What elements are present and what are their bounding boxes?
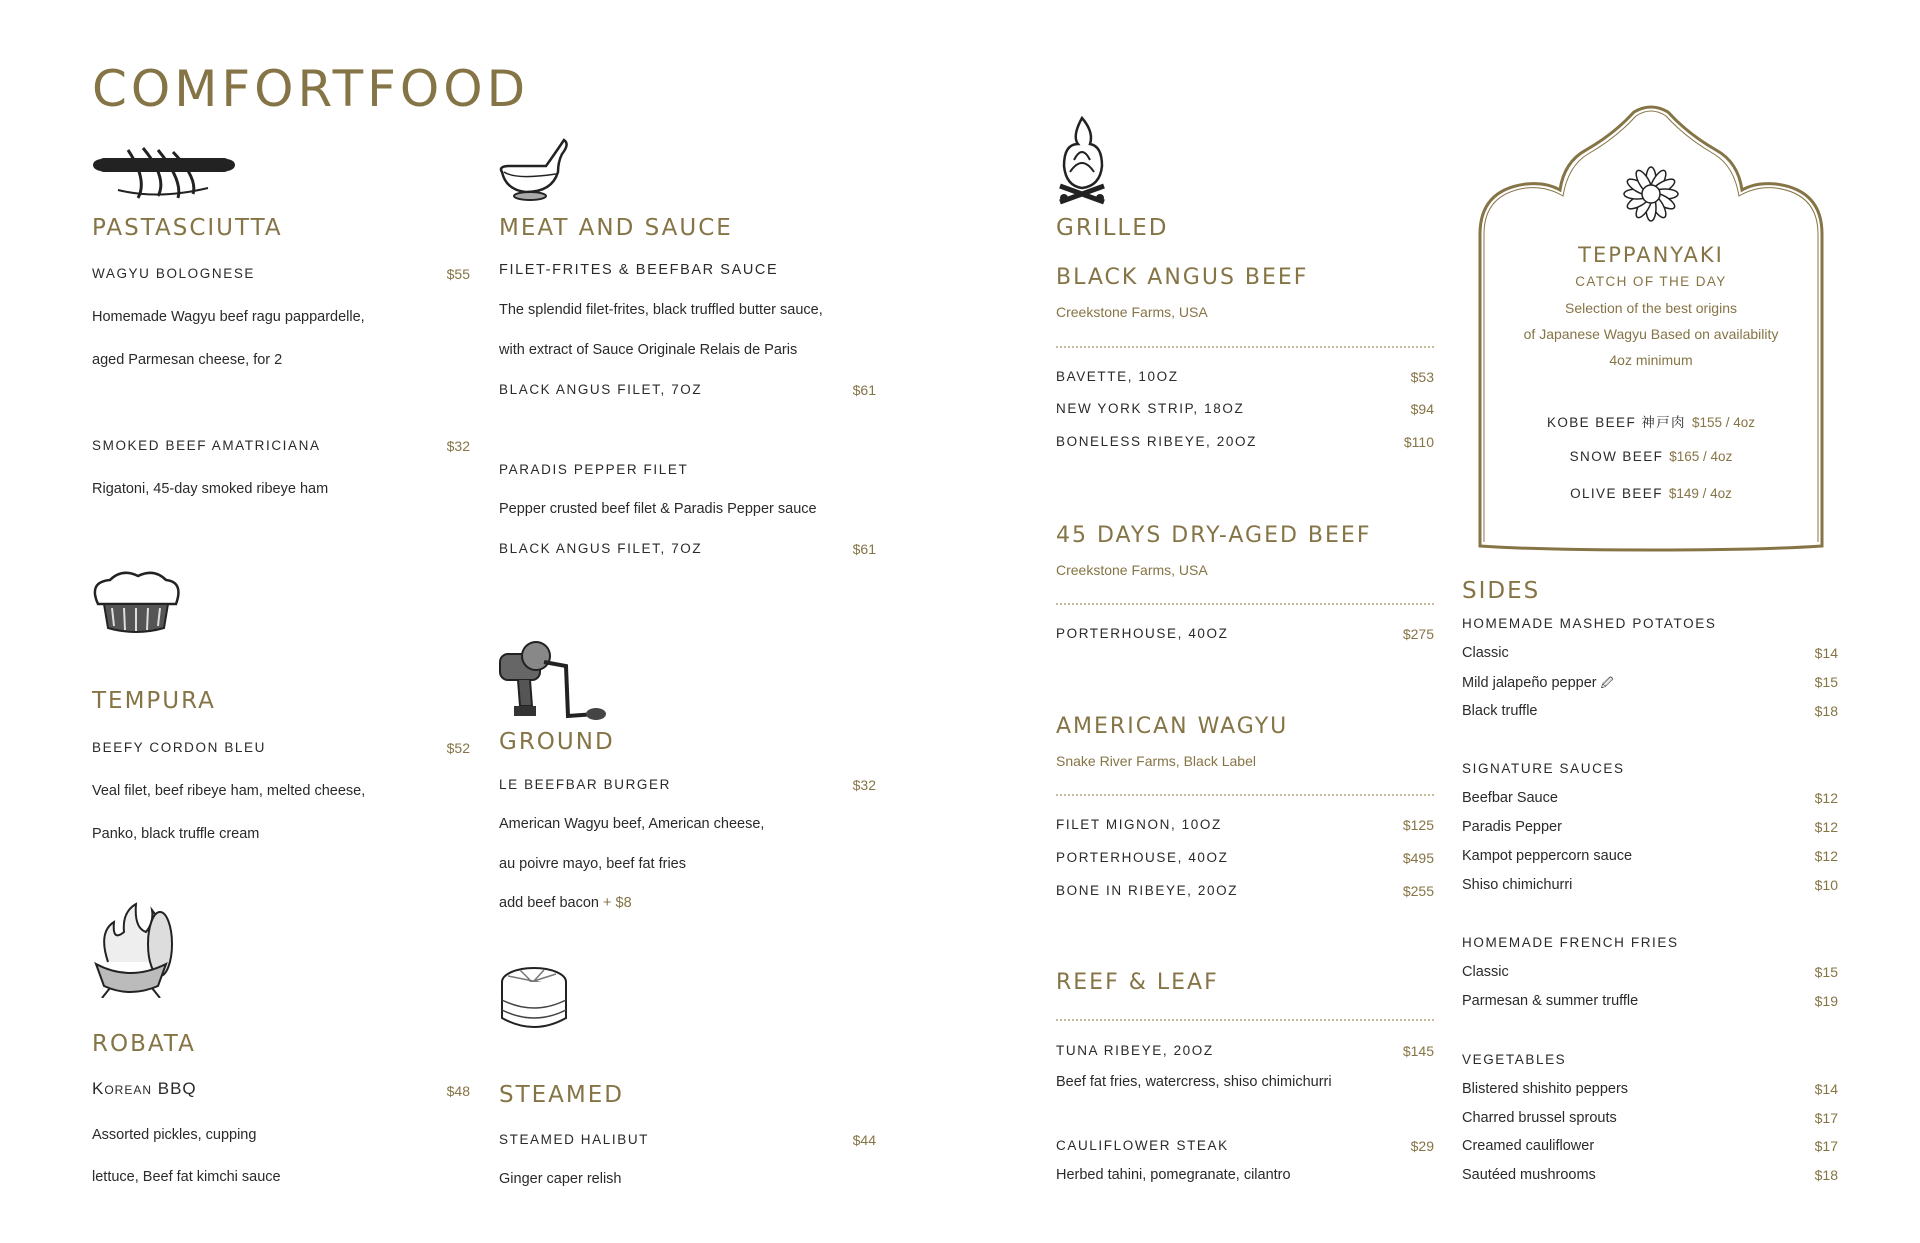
teppanyaki-item-name: OLIVE BEEF bbox=[1570, 486, 1663, 501]
menu-item-desc: Ginger caper relish bbox=[499, 1171, 622, 1187]
menu-item-price: $32 bbox=[446, 438, 470, 454]
menu-item-name: PORTERHOUSE, 40OZ bbox=[1056, 850, 1229, 865]
side-item-price: $12 bbox=[1814, 790, 1838, 806]
teppanyaki-item-price: $155 / 4oz bbox=[1691, 415, 1756, 430]
menu-item-price: $44 bbox=[852, 1132, 876, 1148]
menu-item-addon bbox=[499, 895, 632, 911]
pasta-roller-icon bbox=[88, 140, 240, 202]
menu-item-desc: The splendid filet-frites, black truffled butter sauce, bbox=[499, 302, 823, 318]
meat-heading: MEAT AND SAUCE bbox=[499, 215, 733, 241]
menu-item-price: $125 bbox=[1402, 817, 1434, 833]
side-item-price: $18 bbox=[1814, 1167, 1838, 1183]
side-item-name: Charred brussel sprouts bbox=[1462, 1110, 1617, 1126]
side-item-price: $15 bbox=[1814, 964, 1838, 980]
teppanyaki-item bbox=[1462, 411, 1840, 432]
dry-aged-origin: Creekstone Farms, USA bbox=[1056, 562, 1208, 578]
menu-item-name: TUNA RIBEYE, 20OZ bbox=[1056, 1043, 1214, 1058]
sides-group-title: HOMEMADE MASHED POTATOES bbox=[1462, 616, 1717, 631]
menu-item-desc: Rigatoni, 45-day smoked ribeye ham bbox=[92, 481, 329, 497]
side-item-name: Classic bbox=[1462, 964, 1509, 980]
teppanyaki-item-price: $149 / 4oz bbox=[1668, 486, 1732, 501]
menu-item-price: $52 bbox=[446, 740, 470, 756]
side-item-price: $19 bbox=[1814, 993, 1838, 1009]
campfire-icon bbox=[1054, 114, 1110, 206]
divider bbox=[1056, 346, 1434, 348]
chef-hat-icon bbox=[88, 570, 184, 636]
menu-item-price: $145 bbox=[1402, 1043, 1434, 1059]
menu-item-name: Korean BBQ bbox=[92, 1079, 197, 1098]
menu-item-price: $110 bbox=[1403, 434, 1434, 450]
robata-heading: ROBATA bbox=[92, 1031, 196, 1057]
divider bbox=[1056, 794, 1434, 796]
side-item-name: Beefbar Sauce bbox=[1462, 790, 1558, 806]
black-angus-origin: Creekstone Farms, USA bbox=[1056, 304, 1208, 320]
menu-item-name: BONELESS RIBEYE, 20OZ bbox=[1056, 434, 1257, 449]
side-item-name: Parmesan & summer truffle bbox=[1462, 993, 1639, 1009]
menu-item-desc: Herbed tahini, pomegranate, cilantro bbox=[1056, 1167, 1291, 1183]
sides-heading: SIDES bbox=[1462, 578, 1541, 604]
grill-fire-icon bbox=[88, 902, 174, 998]
chili-icon: 🖉 bbox=[1600, 676, 1614, 690]
side-item-price: $18 bbox=[1814, 703, 1838, 719]
gravy-boat-icon bbox=[496, 136, 572, 208]
menu-item-name: SMOKED BEEF AMATRICIANA bbox=[92, 438, 321, 453]
teppanyaki-line: Selection of the best origins bbox=[1565, 300, 1737, 316]
addon-price: + $8 bbox=[603, 895, 632, 911]
menu-item-desc: Veal filet, beef ribeye ham, melted cheese, bbox=[92, 783, 366, 799]
menu-item-price: $275 bbox=[1402, 626, 1434, 642]
side-item-name: Sautéed mushrooms bbox=[1462, 1167, 1596, 1183]
menu-item-name: BONE IN RIBEYE, 20OZ bbox=[1056, 883, 1239, 898]
menu-item-price: $94 bbox=[1410, 401, 1434, 417]
side-item-price: $10 bbox=[1814, 877, 1838, 893]
tempura-heading: TEMPURA bbox=[92, 688, 216, 714]
reef-title: REEF & LEAF bbox=[1056, 970, 1219, 995]
sides-group-title: HOMEMADE FRENCH FRIES bbox=[1462, 935, 1679, 950]
sides-group-title: SIGNATURE SAUCES bbox=[1462, 761, 1625, 776]
teppanyaki-heading: TEPPANYAKI bbox=[1578, 243, 1724, 267]
pasta-heading: PASTASCIUTTA bbox=[92, 215, 283, 241]
steamer-basket-icon bbox=[498, 962, 570, 1038]
teppanyaki-item-name: SNOW BEEF bbox=[1569, 449, 1664, 464]
teppanyaki-line: 4oz minimum bbox=[1609, 352, 1693, 368]
menu-item-desc: au poivre mayo, beef fat fries bbox=[499, 856, 686, 872]
wagyu-title: AMERICAN WAGYU bbox=[1056, 714, 1289, 739]
menu-item-name: STEAMED HALIBUT bbox=[499, 1132, 650, 1147]
divider bbox=[1056, 603, 1434, 605]
teppanyaki-item bbox=[1462, 485, 1840, 503]
grilled-heading: GRILLED bbox=[1056, 215, 1169, 241]
wagyu-origin: Snake River Farms, Black Label bbox=[1056, 753, 1256, 769]
side-item-price: $14 bbox=[1814, 1081, 1838, 1097]
menu-item-price: $61 bbox=[852, 541, 876, 557]
addon-label: add beef bacon bbox=[499, 895, 599, 911]
meat-grinder-icon bbox=[496, 636, 610, 724]
menu-item-price: $53 bbox=[1410, 369, 1434, 385]
menu-item-price: $32 bbox=[852, 777, 876, 793]
side-item-name: Kampot peppercorn sauce bbox=[1462, 848, 1633, 864]
menu-item-name: LE BEEFBAR BURGER bbox=[499, 777, 671, 792]
side-item-price: $12 bbox=[1814, 819, 1838, 835]
side-item-name: Shiso chimichurri bbox=[1462, 877, 1573, 893]
steamed-heading: STEAMED bbox=[499, 1082, 625, 1108]
teppanyaki-item-name: KOBE BEEF 神戸肉 bbox=[1546, 415, 1686, 430]
side-item-name: Creamed cauliflower bbox=[1462, 1138, 1595, 1154]
menu-item-name: BLACK ANGUS FILET, 7OZ bbox=[499, 382, 703, 397]
menu-item-desc: American Wagyu beef, American cheese, bbox=[499, 816, 765, 832]
teppanyaki-line: of Japanese Wagyu Based on availability bbox=[1523, 326, 1779, 342]
menu-item-name: BEEFY CORDON BLEU bbox=[92, 740, 266, 755]
menu-item-price: $495 bbox=[1402, 850, 1434, 866]
menu-item-name: BLACK ANGUS FILET, 7OZ bbox=[499, 541, 703, 556]
side-item-label: Mild jalapeño pepper bbox=[1462, 675, 1597, 691]
menu-item-price: $29 bbox=[1410, 1138, 1434, 1154]
menu-item-price: $48 bbox=[446, 1083, 470, 1099]
menu-item-desc: aged Parmesan cheese, for 2 bbox=[92, 352, 283, 368]
side-item-name: Classic bbox=[1462, 645, 1509, 661]
teppanyaki-item bbox=[1462, 448, 1840, 466]
menu-item-price: $61 bbox=[852, 382, 876, 398]
menu-subheading: FILET-FRITES & BEEFBAR SAUCE bbox=[499, 262, 779, 278]
side-item-name bbox=[1462, 674, 1613, 695]
side-item-name: Black truffle bbox=[1462, 703, 1538, 719]
side-item-price: $17 bbox=[1814, 1110, 1838, 1126]
side-item-price: $14 bbox=[1814, 645, 1838, 661]
sides-group-title: VEGETABLES bbox=[1462, 1052, 1567, 1067]
menu-item-desc: Pepper crusted beef filet & Paradis Pepper sauce bbox=[499, 501, 817, 517]
menu-item-price: $255 bbox=[1402, 883, 1434, 899]
menu-item-name: WAGYU BOLOGNESE bbox=[92, 266, 256, 281]
black-angus-title: BLACK ANGUS BEEF bbox=[1056, 265, 1309, 290]
menu-item-name: CAULIFLOWER STEAK bbox=[1056, 1138, 1229, 1153]
side-item-price: $12 bbox=[1814, 848, 1838, 864]
side-item-price: $17 bbox=[1814, 1138, 1838, 1154]
menu-subheading: PARADIS PEPPER FILET bbox=[499, 462, 689, 477]
menu-item-name: PORTERHOUSE, 40OZ bbox=[1056, 626, 1229, 641]
teppanyaki-line: CATCH OF THE DAY bbox=[1575, 274, 1727, 289]
menu-item-desc: Panko, black truffle cream bbox=[92, 826, 260, 842]
menu-item-desc: Homemade Wagyu beef ragu pappardelle, bbox=[92, 309, 365, 325]
teppanyaki-item-price: $165 / 4oz bbox=[1669, 449, 1733, 464]
divider bbox=[1056, 1019, 1434, 1021]
menu-item-name: BAVETTE, 10OZ bbox=[1056, 369, 1179, 384]
side-item-name: Paradis Pepper bbox=[1462, 819, 1562, 835]
dry-aged-title: 45 DAYS DRY-AGED BEEF bbox=[1056, 523, 1372, 548]
menu-item-price: $55 bbox=[446, 266, 470, 282]
menu-item-desc: Beef fat fries, watercress, shiso chimichurri bbox=[1056, 1074, 1332, 1090]
page-title: COMFORTFOOD bbox=[92, 60, 530, 118]
menu-item-desc: with extract of Sauce Originale Relais de Paris bbox=[499, 342, 798, 358]
ground-heading: GROUND bbox=[499, 729, 615, 755]
menu-item-desc: Assorted pickles, cupping bbox=[92, 1127, 257, 1143]
menu-item-name: FILET MIGNON, 10OZ bbox=[1056, 817, 1222, 832]
side-item-price: $15 bbox=[1814, 674, 1838, 690]
menu-item-name: NEW YORK STRIP, 18OZ bbox=[1056, 401, 1245, 416]
side-item-name: Blistered shishito peppers bbox=[1462, 1081, 1629, 1097]
menu-item-desc: lettuce, Beef fat kimchi sauce bbox=[92, 1169, 281, 1185]
